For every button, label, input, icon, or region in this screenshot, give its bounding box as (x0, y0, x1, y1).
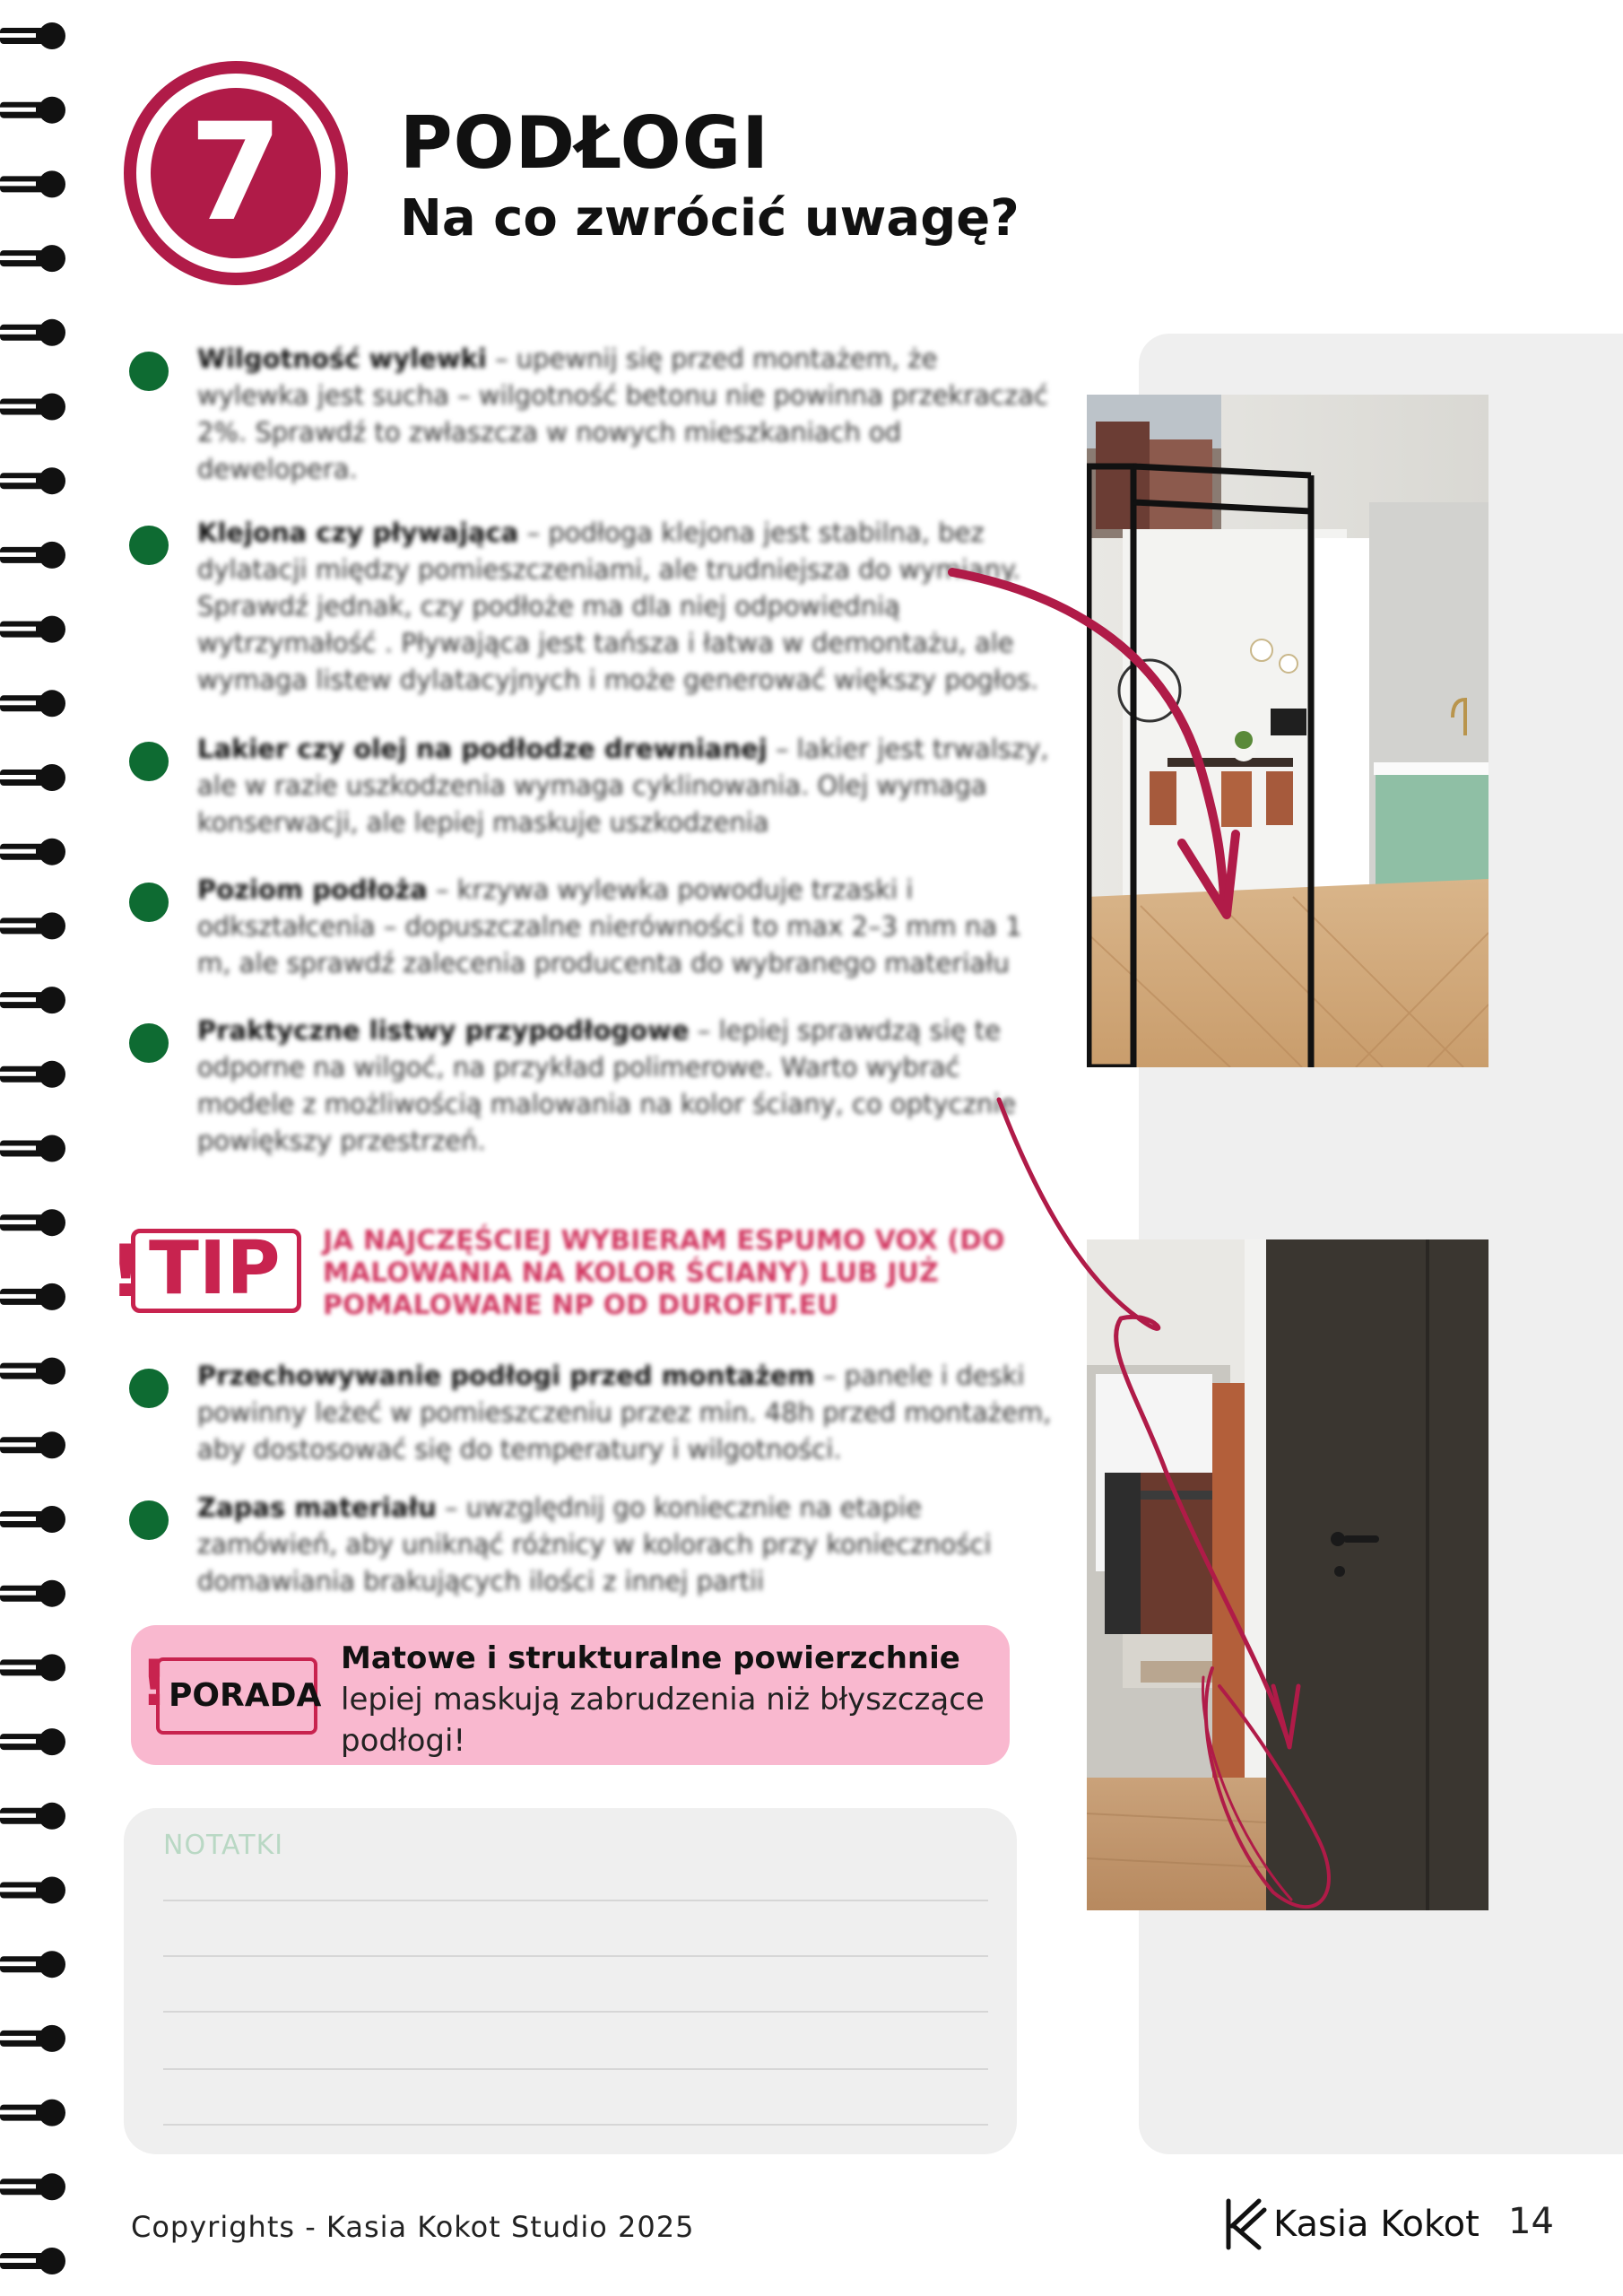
bullet-item (124, 872, 1056, 982)
spiral-hole (39, 1283, 65, 1310)
bullet-heading: Poziom podłoża (197, 874, 428, 905)
spiral-hole (39, 394, 65, 421)
bullet-dot-icon (129, 1500, 169, 1540)
bullet-content (197, 517, 1038, 695)
notes-line (163, 2011, 988, 2013)
bullet-content (197, 874, 1022, 978)
spiral-hole (39, 1728, 65, 1755)
spiral-ring-highlight (0, 1369, 36, 1373)
bullet-dot-icon (129, 1369, 169, 1408)
spiral-hole (39, 542, 65, 569)
spiral-ring-highlight (0, 2184, 36, 2188)
spiral-hole (39, 245, 65, 272)
bullet-dot-icon (129, 526, 169, 565)
spiral-ring-highlight (0, 330, 36, 335)
spiral-ring-highlight (0, 108, 36, 112)
spiral-hole (39, 1358, 65, 1385)
spiral-ring-highlight (0, 923, 36, 927)
interior-photo-kitchen (1087, 395, 1488, 1067)
notes-line (163, 2068, 988, 2070)
spiral-hole (39, 22, 65, 49)
spiral-ring-highlight (0, 2258, 36, 2263)
door-photo-illustration (1087, 1239, 1488, 1910)
spiral-binding (0, 0, 72, 2296)
spiral-ring-highlight (0, 404, 36, 409)
porada-bold: Matowe i strukturalne powierzchnie (341, 1640, 960, 1676)
brand-mark-icon (1219, 2197, 1268, 2251)
spiral-hole (39, 467, 65, 494)
spiral-hole (39, 170, 65, 197)
spiral-ring-highlight (0, 1888, 36, 1892)
spiral-hole (39, 1803, 65, 1830)
bullet-text: – podłoga klejona jest stabilna, bez dylatacji między pomieszczeniami, ale trudniejsza do wymiany. Sprawdź jednak, czy podłoże ma dla niej odpowiednią wytrzymałość . Pływająca jest tańsza i łatwa w demontażu, ale wymaga listew dylatacyjnych i może generować większy pogłos. (197, 517, 1039, 695)
spiral-hole (39, 1654, 65, 1681)
spiral-hole (39, 1951, 65, 1978)
spiral-ring-highlight (0, 1294, 36, 1299)
spiral-ring-highlight (0, 552, 36, 557)
bullet-item (124, 1358, 1056, 1468)
page-subtitle: Na co zwrócić uwagę? (400, 189, 1020, 248)
tip-exclamation-icon: ! (109, 1230, 143, 1313)
spiral-hole (39, 319, 65, 346)
spiral-ring-highlight (0, 849, 36, 854)
bullet-text: – uwzględnij go koniecznie na etapie zamówień, aby uniknąć różnicy w kolorach przy konieczności domawiania brakujących ilości z innej partii (197, 1492, 992, 1596)
spiral-ring-highlight (0, 1665, 36, 1669)
bullet-list-1 (124, 341, 1056, 1190)
notes-line (163, 2124, 988, 2126)
spiral-ring-highlight (0, 1220, 36, 1224)
spiral-hole (39, 1431, 65, 1458)
spiral-hole (39, 616, 65, 643)
bullet-dot-icon (129, 883, 169, 922)
bullet-content (197, 734, 1049, 838)
bullet-content (197, 1015, 1016, 1156)
spiral-ring-highlight (0, 1442, 36, 1447)
bullet-heading: Zapas materiału (197, 1492, 437, 1523)
spiral-ring-highlight (0, 1591, 36, 1596)
spiral-ring-highlight (0, 1961, 36, 1966)
notes-label: NOTATKI (163, 1830, 284, 1861)
spiral-ring-highlight (0, 627, 36, 631)
bullet-content (197, 344, 1048, 484)
spiral-hole (39, 839, 65, 865)
page-title: PODŁOGI (400, 101, 769, 185)
spiral-ring-highlight (0, 1739, 36, 1744)
bullet-item (124, 1490, 1056, 1600)
spiral-hole (39, 690, 65, 717)
tip-label-box (109, 1227, 316, 1313)
bullet-text: – upewnij się przed montażem, że wylewka jest sucha – wilgotność betonu nie powinna przekraczać 2%. Sprawdź to zwłaszcza w nowych mieszkaniach od dewelopera. (197, 344, 1048, 484)
brand-logo[interactable] (1219, 2196, 1480, 2253)
spiral-hole (39, 987, 65, 1013)
spiral-ring-highlight (0, 1813, 36, 1818)
spiral-ring-highlight (0, 256, 36, 260)
notes-box[interactable] (124, 1808, 1017, 2154)
section-number-badge (124, 61, 348, 285)
bullet-item (124, 515, 1056, 699)
spiral-hole (39, 1506, 65, 1533)
bullet-dot-icon (129, 742, 169, 781)
brand-name: Kasia Kokot (1273, 2204, 1480, 2245)
bullet-heading: Wilgotność wylewki (197, 344, 487, 374)
bullet-heading: Lakier czy olej na podłodze drewnianej (197, 734, 768, 764)
spiral-hole (39, 2100, 65, 2126)
bullet-heading: Przechowywanie podłogi przed montażem (197, 1361, 815, 1391)
spiral-ring-highlight (0, 775, 36, 779)
bullet-text: – panele i deski powinny leżeć w pomieszczeniu przez min. 48h przed montażem, aby dostosować się do temperatury i wilgotności. (197, 1361, 1052, 1465)
bullet-content (197, 1492, 992, 1596)
bullet-list-2 (124, 1358, 1056, 1631)
tip-label: TIP (149, 1226, 281, 1311)
spiral-ring-highlight (0, 1072, 36, 1076)
bullet-item (124, 731, 1056, 841)
spiral-hole (39, 2248, 65, 2274)
bullet-heading: Klejona czy pływająca (197, 517, 519, 548)
interior-photo-door (1087, 1239, 1488, 1910)
bullet-item (124, 1013, 1056, 1160)
spiral-hole (39, 912, 65, 939)
spiral-ring-highlight (0, 1517, 36, 1521)
bullet-text: – krzywa wylewka powoduje trzaski i odkształcenia – dopuszczalne nierówności to max 2–3 mm na 1 m, ale sprawdź zalecenia producenta do wybranego materiału (197, 874, 1022, 978)
porada-exclamation-icon: ! (140, 1647, 169, 1720)
tip-text: JA NAJCZĘŚCIEJ WYBIERAM ESPUMO VOX (DO MALOWANIA NA KOLOR ŚCIANY) LUB JUŻ POMALOWANE NP OD DUROFIT.EU (323, 1225, 1005, 1321)
notes-line (163, 1900, 988, 1901)
section-number: 7 (151, 88, 321, 258)
spiral-hole (39, 1209, 65, 1236)
tip-callout (109, 1223, 1042, 1322)
bullet-content (197, 1361, 1051, 1465)
spiral-ring-highlight (0, 2036, 36, 2040)
spiral-hole (39, 1580, 65, 1607)
spiral-hole (39, 1877, 65, 1904)
bullet-dot-icon (129, 1023, 169, 1063)
spiral-hole (39, 1061, 65, 1088)
bullet-text: – lepiej sprawdzą się te odporne na wilgoć, na przykład polimerowe. Warto wybrać modele z możliwością malowania na kolor ściany, co optycznie powiększy przestrzeń. (197, 1015, 1017, 1156)
spiral-hole (39, 1135, 65, 1162)
page-number: 14 (1508, 2201, 1554, 2242)
bullet-item (124, 341, 1056, 488)
footer-copyright: Copyrights - Kasia Kokot Studio 2025 (131, 2210, 695, 2244)
spiral-ring-highlight (0, 181, 36, 186)
porada-callout (131, 1625, 1010, 1765)
kitchen-photo-illustration (1087, 395, 1488, 1067)
bullet-text: – lakier jest trwalszy, ale w razie uszkodzenia wymaga cyklinowania. Olej wymaga konserwacji, ale lepiej maskuje uszkodzenia (197, 734, 1049, 838)
notes-line (163, 1955, 988, 1957)
spiral-hole (39, 2173, 65, 2200)
spiral-ring-highlight (0, 33, 36, 38)
porada-text (341, 1638, 986, 1761)
porada-label: PORADA (169, 1677, 322, 1714)
spiral-hole (39, 764, 65, 791)
spiral-ring-highlight (0, 478, 36, 483)
spiral-ring-highlight (0, 700, 36, 705)
bullet-heading: Praktyczne listwy przypodłogowe (197, 1015, 690, 1046)
spiral-ring-highlight (0, 1146, 36, 1151)
spiral-ring-highlight (0, 997, 36, 1002)
spiral-hole (39, 2025, 65, 2052)
spiral-ring-highlight (0, 2110, 36, 2115)
bullet-dot-icon (129, 352, 169, 391)
spiral-hole (39, 97, 65, 124)
porada-rest: lepiej maskują zabrudzenia niż błyszczące podłogi! (341, 1682, 985, 1759)
